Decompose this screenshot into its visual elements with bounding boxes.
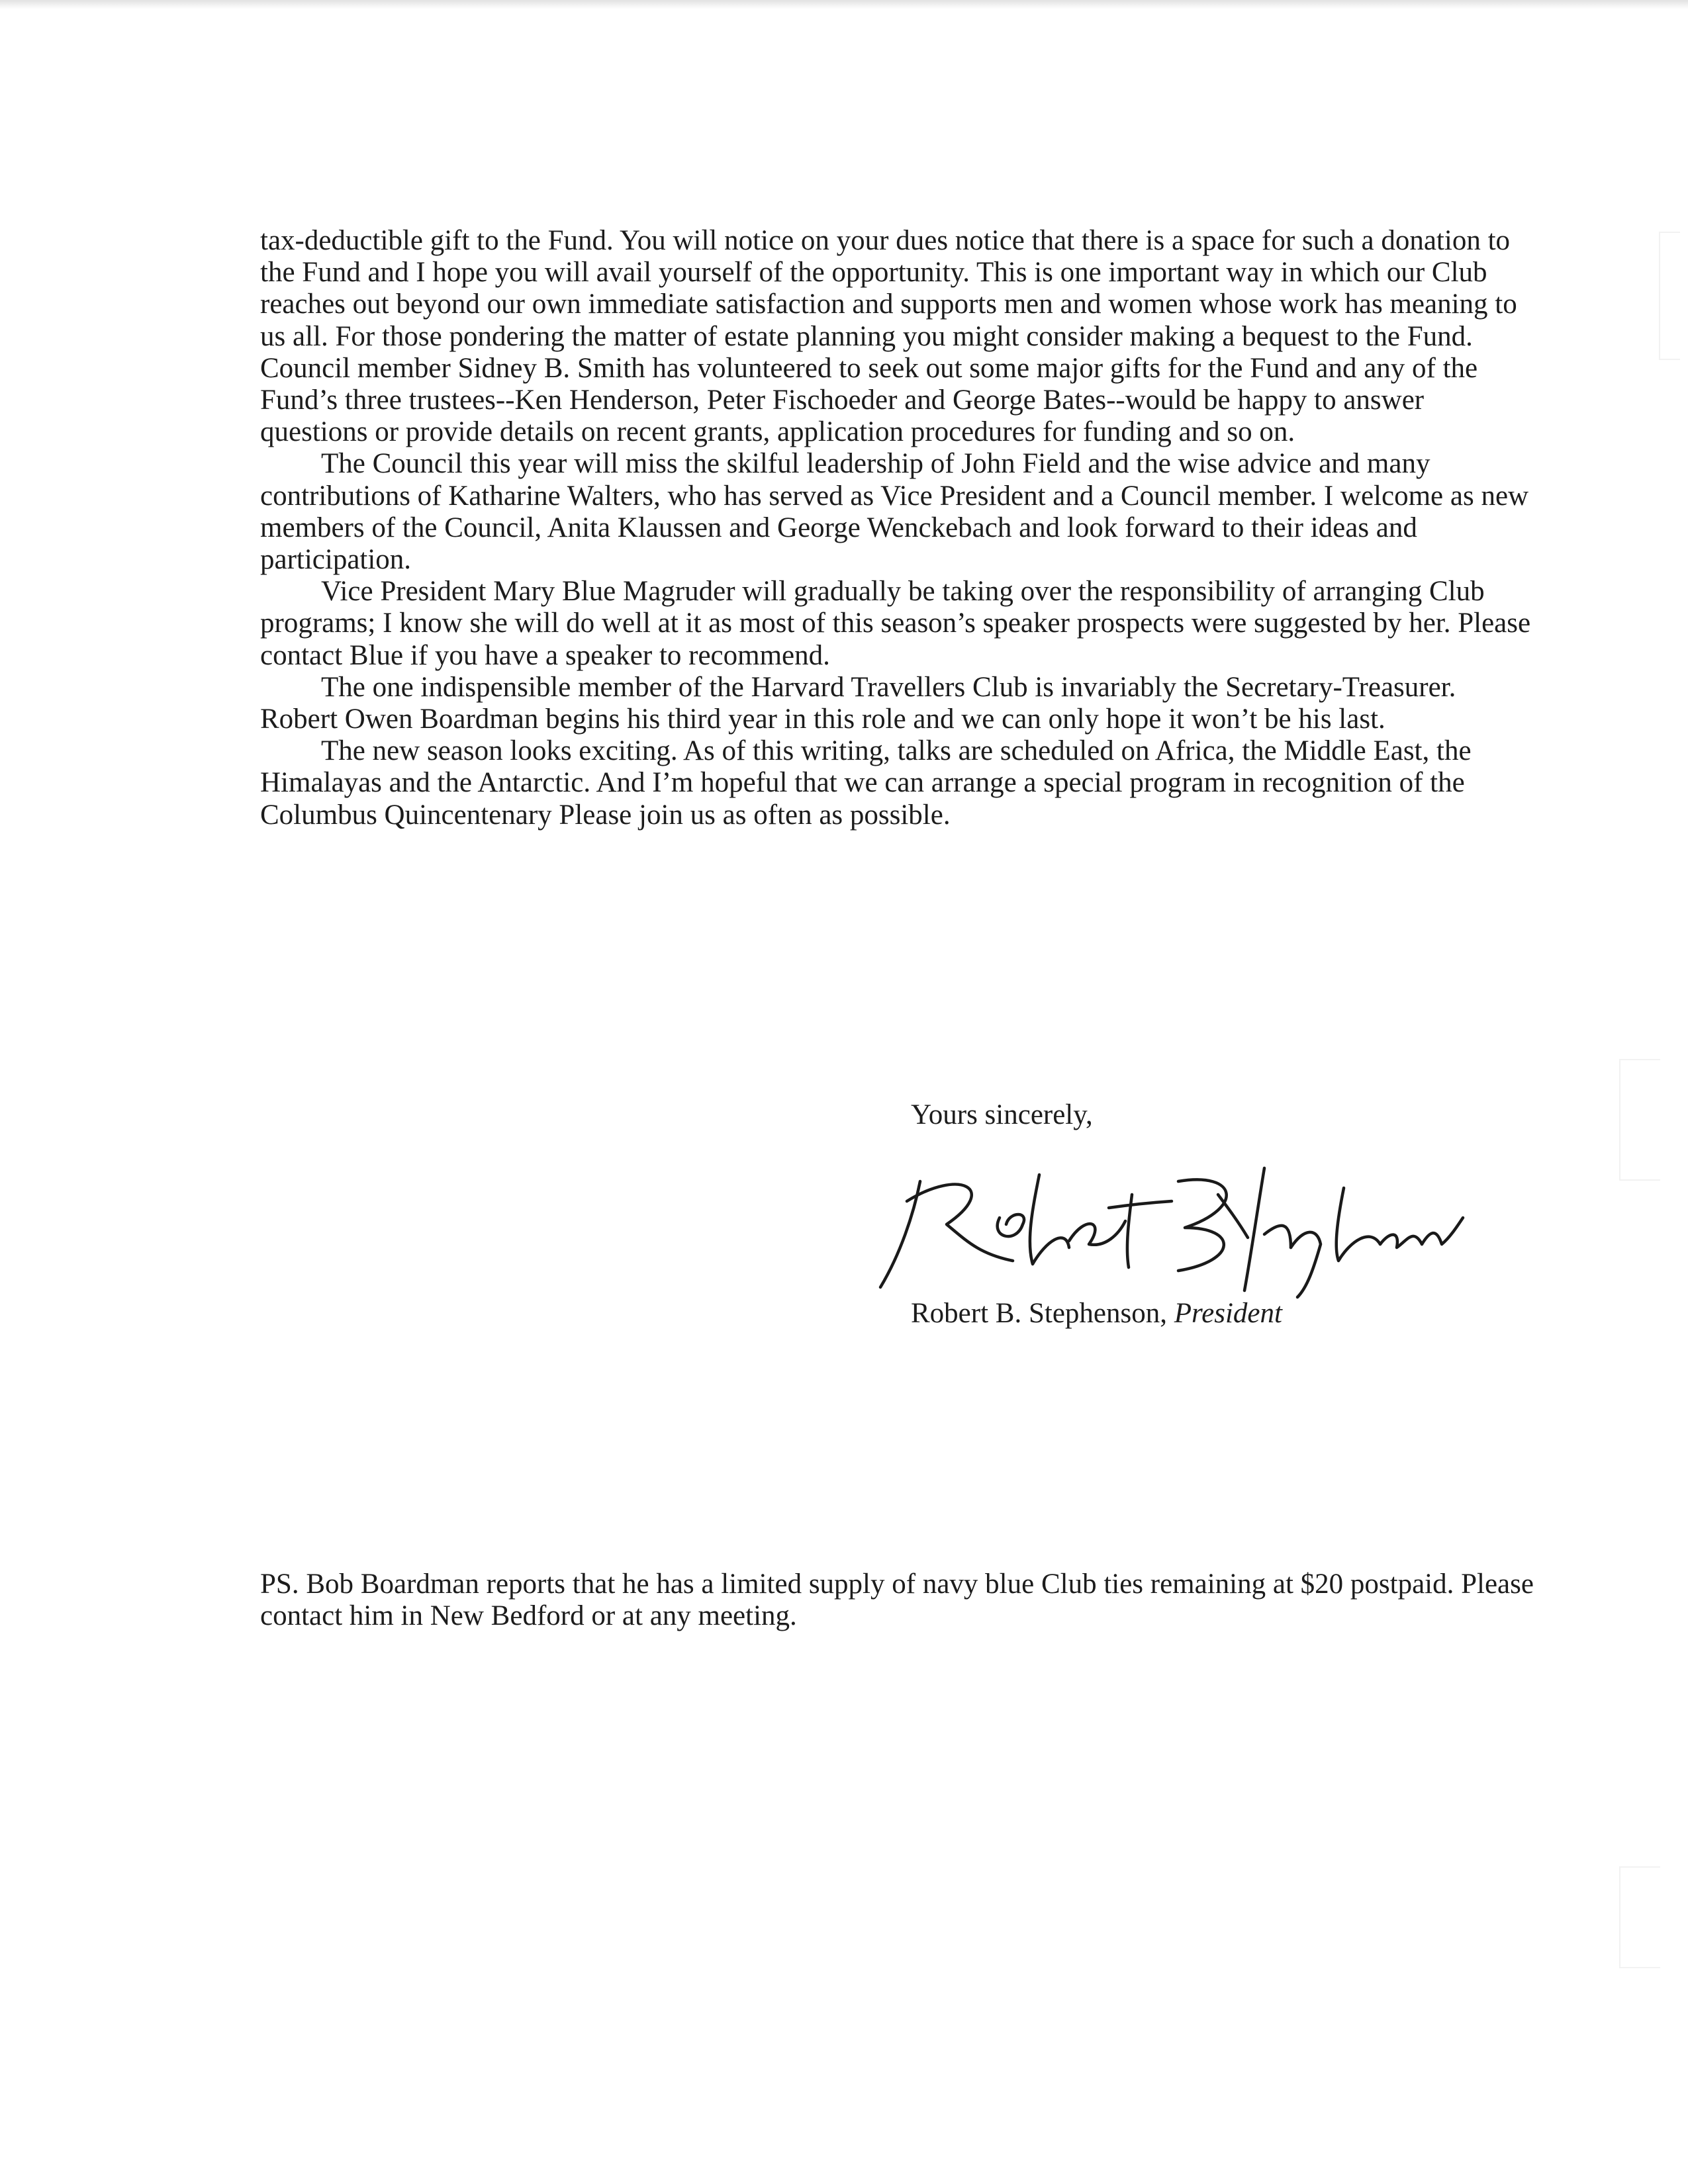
letter-body (260, 225, 1538, 831)
signer-name: Robert B. Stephenson, (911, 1298, 1167, 1329)
scan-margin-mark (1659, 232, 1680, 360)
letter-paragraph: Vice President Mary Blue Magruder will gradually be taking over the responsibility of arranging Club programs; I know she will do well at it as most of this season’s speaker prospects were suggested by her. Please contact Blue if you have a speaker to recommend. (260, 576, 1531, 671)
letter-closing: Yours sincerely, (911, 1099, 1093, 1130)
signer-title: President (1174, 1298, 1282, 1329)
letter-paragraph: The one indispensible member of the Harvard Travellers Club is invariably the Secretary-Treasurer. Robert Owen Boardman begins his third year in this role and we can only hope it won’t be his last. (260, 671, 1456, 735)
signer-line (911, 1297, 1282, 1330)
letter-paragraph: The new season looks exciting. As of this writing, talks are scheduled on Africa, the Middle East, the Himalayas and the Antarctic. And I’m hopeful that we can arrange a special program in recognition of the Columbus Quincentenary Please join us as often as possible. (260, 735, 1472, 831)
scan-margin-mark (1619, 1059, 1660, 1181)
postscript-text: PS. Bob Boardman reports that he has a limited supply of navy blue Club ties remaining at $20 postpaid. Please contact him in New Bedford or at any meeting. (260, 1569, 1534, 1631)
postscript (260, 1569, 1538, 1632)
scan-margin-mark (1619, 1866, 1660, 1968)
letter-paragraph: The Council this year will miss the skilful leadership of John Field and the wise advice and many contributions of Katharine Walters, who has served as Vice President and a Council member. I welcome as new members of the Council, Anita Klaussen and George Wenckebach and look forward to their ideas and participation. (260, 448, 1529, 576)
scan-top-edge (0, 0, 1688, 9)
handwritten-signature (867, 1155, 1476, 1300)
letter-paragraph: tax-deductible gift to the Fund. You will notice on your dues notice that there is a space for such a donation to the Fund and I hope you will avail yourself of the opportunity. This is one important way in which our Club reaches out beyond our own immediate satisfaction and supports men and women whose work has meaning to us all. For those pondering the matter of estate planning you might consider making a bequest to the Fund. Council member Sidney B. Smith has volunteered to seek out some major gifts for the Fund and any of the Fund’s three trustees--Ken Henderson, Peter Fischoeder and George Bates--would be happy to answer questions or provide details on recent grants, application procedures for funding and so on. (260, 225, 1517, 448)
